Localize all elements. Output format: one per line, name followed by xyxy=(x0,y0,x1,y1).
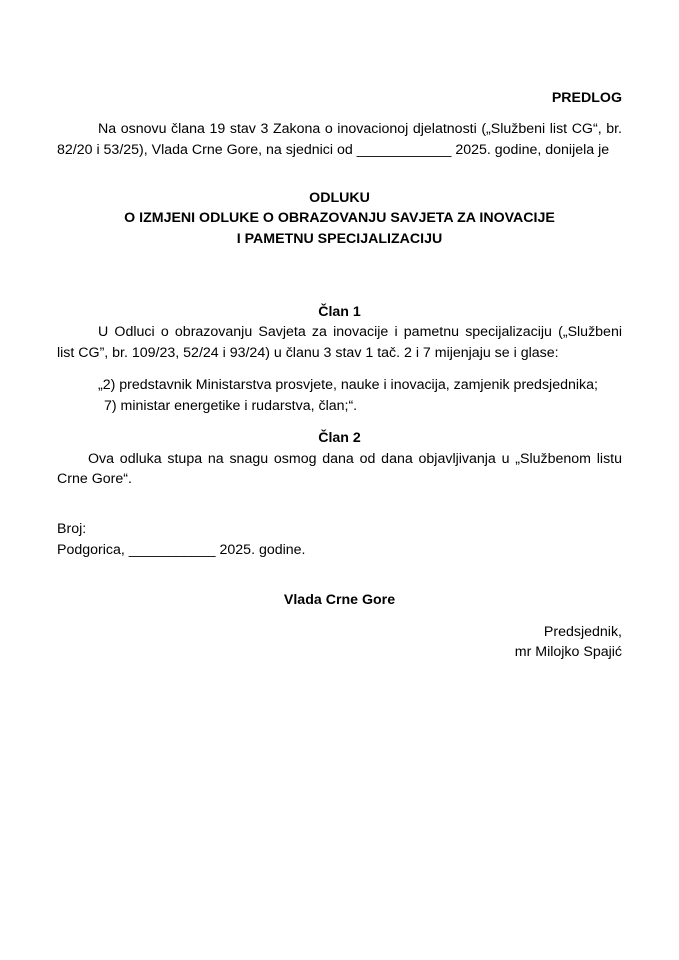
government-name: Vlada Crne Gore xyxy=(283,592,396,608)
article-2-line-1: Ova odluka stupa na snagu osmog dana od dana objavljivanja u „Službenom listu xyxy=(88,451,622,467)
article-1-quote-1: „2) predstavnik Ministarstva prosvjete, nauke i inovacija, zamjenik predsjednika; xyxy=(98,377,598,393)
decision-subtitle-line-2: I PAMETNU SPECIJALIZACIJU xyxy=(236,231,443,247)
proposal-label: PREDLOG xyxy=(551,90,622,106)
preamble-line-2: 82/20 i 53/25), Vlada Crne Gore, na sjednici od ____________ 2025. godine, donijela je xyxy=(57,142,610,158)
decision-title: ODLUKU xyxy=(309,190,370,206)
signatory-title: Predsjednik, xyxy=(543,624,622,640)
article-1-line-1: U Odluci o obrazovanju Savjeta za inovacije i pametnu specijalizaciju („Službeni xyxy=(98,324,622,340)
signatory-name: mr Milojko Spajić xyxy=(514,644,622,660)
article-1-quote-2: 7) ministar energetike i rudarstva, član;“. xyxy=(104,398,358,414)
article-1-line-2: list CG”, br. 109/23, 52/24 i 93/24) u članu 3 stav 1 tač. 2 i 7 mijenjaju se i glase: xyxy=(57,345,559,361)
place-and-date: Podgorica, ___________ 2025. godine. xyxy=(57,542,306,558)
article-2-heading: Član 2 xyxy=(318,430,361,446)
decision-subtitle-line-1: O IZMJENI ODLUKE O OBRAZOVANJU SAVJETA ZA INOVACIJE xyxy=(124,210,555,226)
article-2-line-2: Crne Gore“. xyxy=(57,471,132,487)
article-1-heading: Član 1 xyxy=(318,304,361,320)
preamble-line-1: Na osnovu člana 19 stav 3 Zakona o inovacionoj djelatnosti („Službeni list CG“, br. xyxy=(98,121,622,137)
document-number: Broj: xyxy=(57,521,87,537)
